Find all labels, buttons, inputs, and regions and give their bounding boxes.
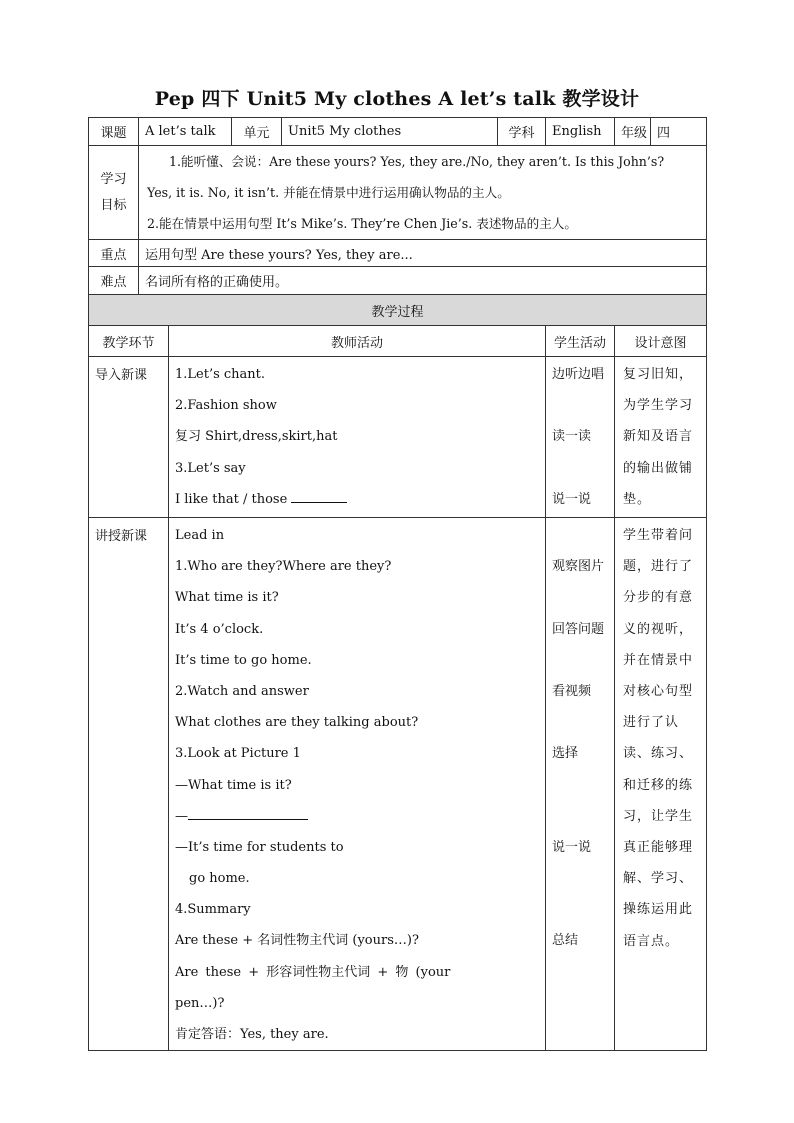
student-activity-new (546, 518, 615, 1051)
student-line (552, 988, 608, 1019)
teacher-line: 2.Watch and answer (175, 683, 309, 699)
page-title: Pep 四下 Unit5 My clothes A let’s talk 教学设计 (154, 88, 640, 110)
teacher-line: It’s time to go home. (175, 652, 312, 668)
student-line: 说一说 (552, 491, 592, 507)
answer-blank (291, 490, 347, 503)
grade-label: 年级 (615, 118, 651, 146)
student-line (552, 863, 608, 894)
teacher-line: Are these + 名词性物主代词 (yours…)? (175, 933, 419, 949)
lesson-plan-table (88, 117, 707, 1051)
process-title-row (89, 295, 707, 326)
teacher-line: —It’s time for students to (175, 839, 344, 855)
student-line: 回答问题 (552, 621, 605, 637)
teacher-line: 2.Fashion show (175, 398, 277, 414)
student-line: 读一读 (552, 429, 592, 445)
student-line (552, 582, 608, 613)
design-intent-intro: 复习旧知，为学生学习新知及语言的输出做铺垫。 (615, 357, 707, 518)
student-line: 观察图片 (552, 559, 605, 575)
grade-value: 四 (651, 118, 707, 146)
goal-line: 1.能听懂、会说：Are these yours? Yes, they are./No, they aren’t. Is this John’s? (169, 154, 665, 169)
student-line: 总结 (552, 933, 579, 949)
topic-value: A let’s talk (139, 118, 232, 146)
teacher-activity-new (169, 518, 546, 1051)
student-line: 看视频 (552, 683, 592, 699)
teacher-line: go home. (189, 871, 250, 887)
header-row (89, 118, 707, 146)
student-line (552, 390, 608, 421)
teacher-line: 肯定答语：Yes, they are. (175, 1027, 329, 1043)
difficulty-label: 难点 (89, 267, 139, 295)
teacher-line: 1.Who are they?Where are they? (175, 559, 392, 575)
topic-label: 课题 (89, 118, 139, 146)
teacher-activity-intro (169, 357, 546, 518)
subject-value: English (546, 118, 615, 146)
teacher-line: Are these + 形容词性物主代词 + 物 (your (175, 964, 451, 980)
student-line (552, 894, 608, 925)
difficulty-value: 名词所有格的正确使用。 (139, 267, 707, 295)
subject-label: 学科 (498, 118, 546, 146)
student-line (552, 957, 608, 988)
goal-line: Yes, it is. No, it isn’t. 并能在情景中进行运用确认物品的主人。 (147, 185, 510, 200)
design-intent-new: 学生带着问题，进行了分步的有意义的视听，并在情景中对核心句型进行了认读、练习、和迁移的练习，让学生真正能够理解、学习、操练运用此语言点。 (615, 518, 707, 1051)
unit-label: 单元 (232, 118, 282, 146)
student-line: 选择 (552, 746, 579, 762)
teacher-line: pen…)? (175, 995, 225, 1011)
goal-line: 2.能在情景中运用句型 It’s Mike’s. They’re Chen Jie’s. 表述物品的主人。 (147, 216, 577, 231)
col-stage-header: 教学环节 (89, 326, 169, 357)
stage-intro: 导入新课 (89, 357, 169, 518)
teacher-line: 1.Let’s chant. (175, 367, 266, 382)
col-student-header: 学生活动 (546, 326, 615, 357)
student-line (552, 801, 608, 832)
goals-content (139, 146, 707, 240)
answer-blank (188, 807, 308, 820)
difficulty-row (89, 267, 707, 295)
unit-value: Unit5 My clothes (282, 118, 498, 146)
key-point-row (89, 240, 707, 267)
process-title: 教学过程 (89, 295, 707, 326)
section-intro-row (89, 357, 707, 518)
student-activity-intro (546, 357, 615, 518)
student-line: 边听边唱 (552, 367, 605, 382)
student-line (552, 1019, 608, 1050)
key-point-value: 运用句型 Are these yours? Yes, they are... (139, 240, 707, 267)
teacher-line: — (175, 801, 539, 832)
teacher-line: —What time is it? (175, 777, 292, 793)
goals-row (89, 146, 707, 240)
teacher-line: 复习 Shirt,dress,skirt,hat (175, 429, 338, 445)
student-line (552, 707, 608, 738)
teacher-line: I like that / those (175, 484, 539, 515)
student-line (552, 453, 608, 484)
stage-new: 讲授新课 (89, 518, 169, 1051)
col-teacher-header: 教师活动 (169, 326, 546, 357)
student-line (552, 645, 608, 676)
column-header-row (89, 326, 707, 357)
student-line (552, 520, 608, 551)
goals-label: 学习 目标 (89, 146, 139, 240)
key-point-label: 重点 (89, 240, 139, 267)
teacher-line: 3.Look at Picture 1 (175, 746, 301, 762)
teacher-line: What time is it? (175, 590, 279, 606)
section-new-row (89, 518, 707, 1051)
student-line: 说一说 (552, 839, 592, 855)
teacher-line: It’s 4 o’clock. (175, 621, 264, 637)
teacher-line: Lead in (175, 528, 225, 544)
col-intent-header: 设计意图 (615, 326, 707, 357)
student-line (552, 770, 608, 801)
teacher-line: 4.Summary (175, 902, 251, 918)
teacher-line: 3.Let’s say (175, 460, 246, 476)
teacher-line: What clothes are they talking about? (175, 715, 419, 731)
